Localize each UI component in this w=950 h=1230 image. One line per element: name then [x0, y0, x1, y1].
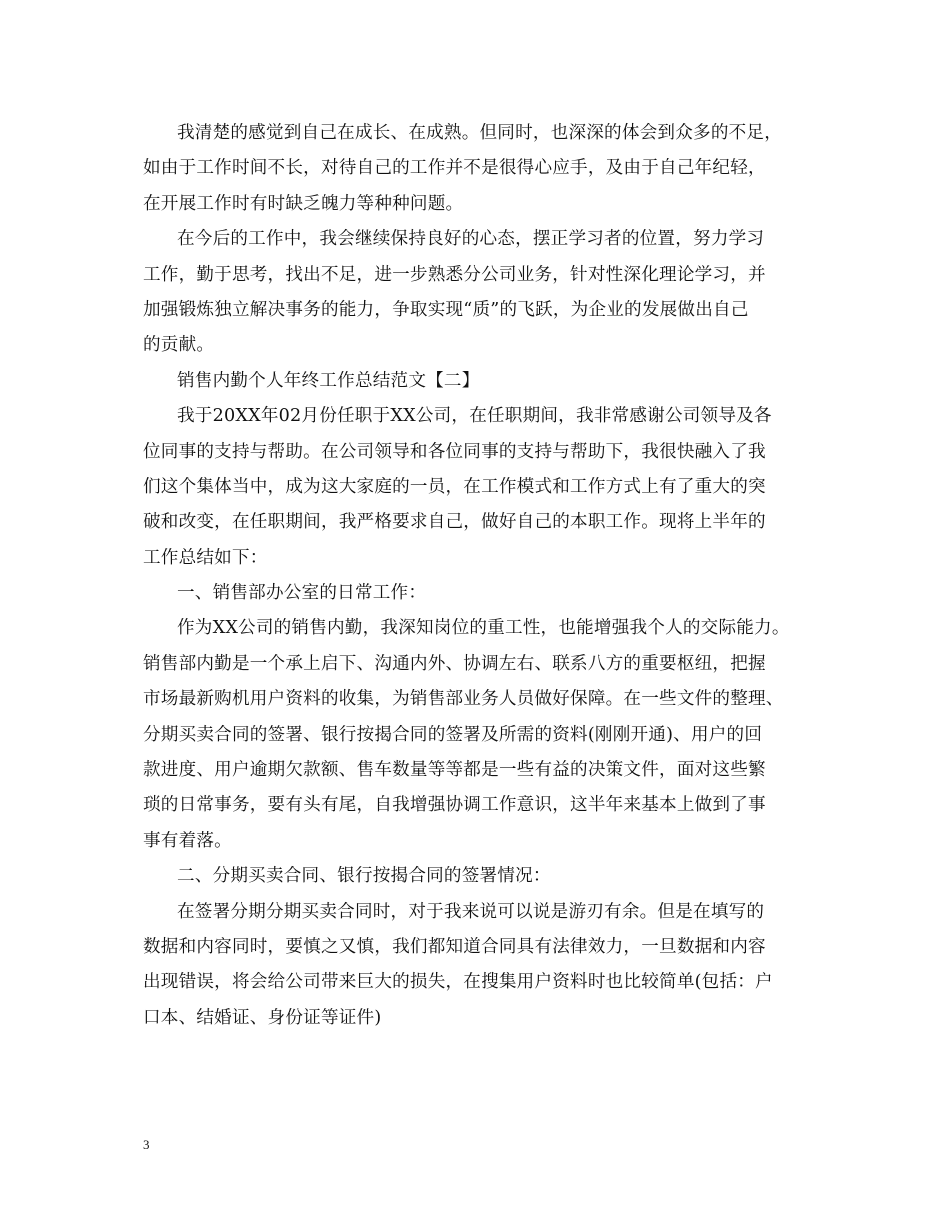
page-number: 3: [143, 1137, 150, 1152]
text-line: 的贡献。: [143, 335, 215, 356]
text-line: 工作，勤于思考，找出不足，进一步熟悉分公司业务，针对性深化理论学习，并: [143, 264, 766, 285]
text-line: 作为XX公司的销售内勤，我深知岗位的重工性，也能增强我个人的交际能力。: [177, 618, 790, 639]
text-line: 工作总结如下：: [143, 547, 268, 568]
text-line: 市场最新购机用户资料的收集，为销售部业务人员做好保障。在一些文件的整理、: [143, 689, 784, 710]
text-line: 们这个集体当中，成为这大家庭的一员，在工作模式和工作方式上有了重大的突: [143, 476, 766, 497]
text-line: 销售部内勤是一个承上启下、沟通内外、协调左右、联系八方的重要枢纽，把握: [143, 653, 766, 674]
text-line: 我清楚的感觉到自己在成长、在成熟。但同时，也深深的体会到众多的不足，: [177, 123, 782, 143]
text-line: 分期买卖合同的签署、银行按揭合同的签署及所需的资料(刚刚开通)、用户的回: [143, 724, 763, 745]
subsection-heading: 一、销售部办公室的日常工作：: [177, 583, 427, 604]
text-line: 数据和内容同时，要慎之又慎，我们都知道合同具有法律效力，一旦数据和内容: [143, 936, 766, 957]
text-line: 琐的日常事务，要有头有尾，自我增强协调工作意识，这半年来基本上做到了事: [143, 795, 766, 816]
text-line: 在今后的工作中，我会继续保持良好的心态，摆正学习者的位置，努力学习: [177, 229, 765, 250]
text-line: 口本、结婚证、身份证等证件): [143, 1007, 382, 1028]
text-line: 加强锻炼独立解决事务的能力，争取实现“质”的飞跃，为企业的发展做出自己: [143, 299, 749, 320]
text-line: 事有着落。: [143, 830, 232, 851]
text-line: 在签署分期分期买卖合同时，对于我来说可以说是游刃有余。但是在填写的: [177, 901, 765, 922]
text-line: 我于20XX年02月份任职于XX公司，在任职期间，我非常感谢公司领导及各: [177, 406, 772, 427]
section-heading: 销售内勤个人年终工作总结范文【二】: [177, 370, 480, 391]
text-line: 在开展工作时有时缺乏魄力等种种问题。: [143, 193, 464, 214]
subsection-heading: 二、分期买卖合同、银行按揭合同的签署情况：: [177, 866, 551, 887]
document-body: [143, 116, 813, 1036]
text-line: 出现错误，将会给公司带来巨大的损失，在搜集用户资料时也比较简单(包括：户: [143, 972, 773, 993]
text-line: 位同事的支持与帮助。在公司领导和各位同事的支持与帮助下，我很快融入了我: [143, 441, 766, 462]
text-line: 如由于工作时间不长，对待自己的工作并不是很得心应手，及由于自己年纪轻，: [143, 158, 766, 179]
text-line: 破和改变，在任职期间，我严格要求自己，做好自己的本职工作。现将上半年的: [143, 512, 766, 533]
text-line: 款进度、用户逾期欠款额、售车数量等等都是一些有益的决策文件，面对这些繁: [143, 760, 766, 781]
